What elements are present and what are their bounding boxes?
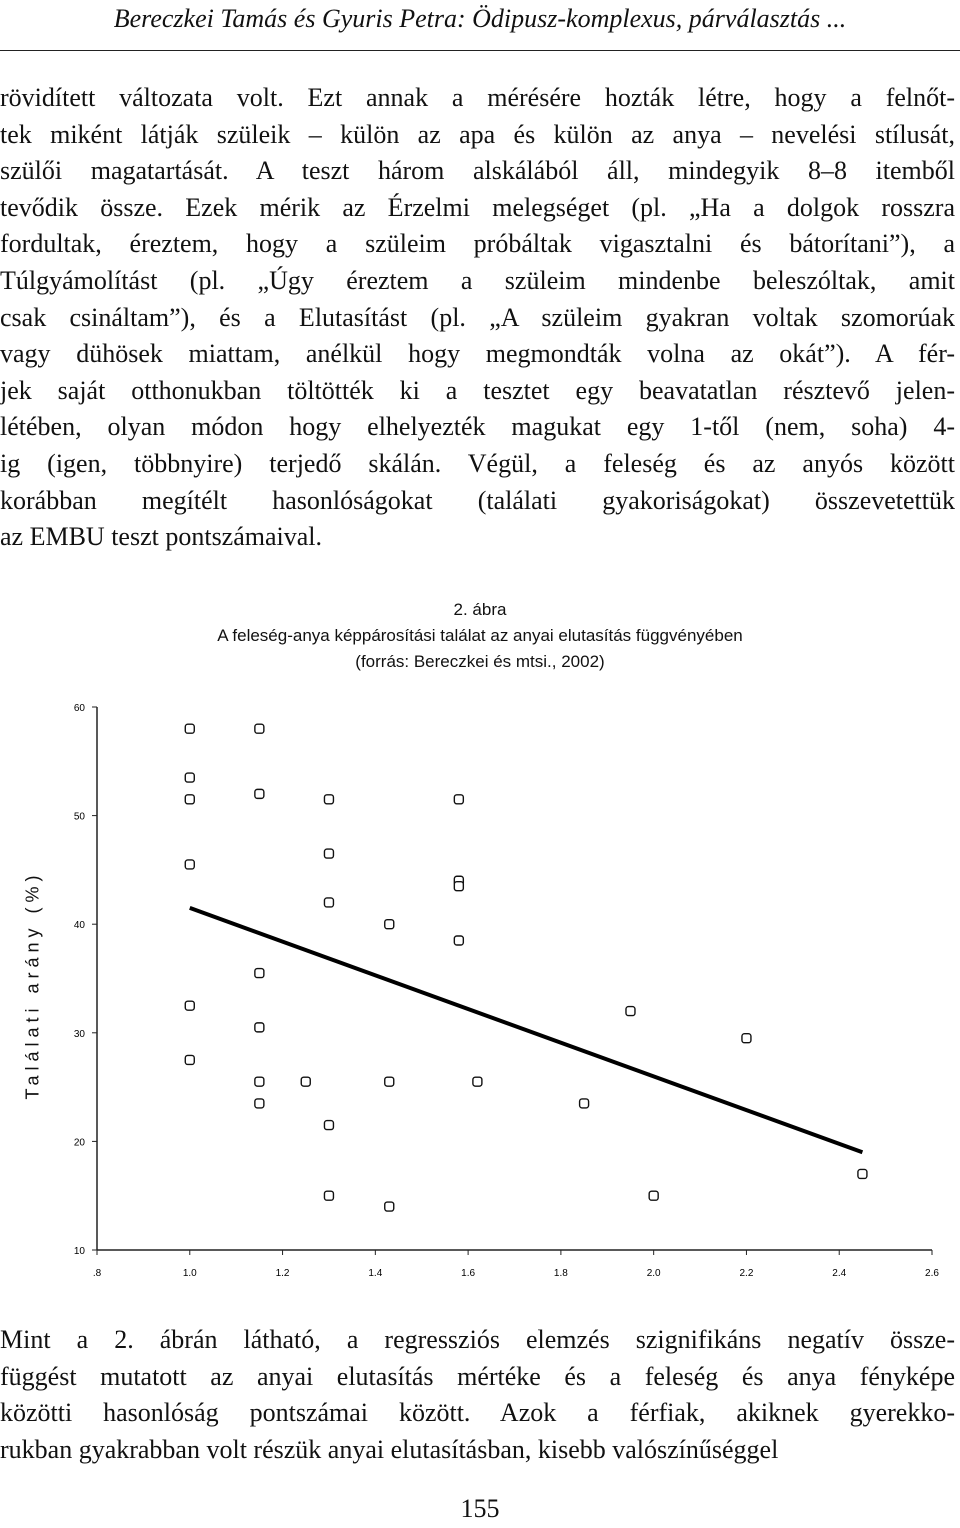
data-point — [255, 1023, 264, 1032]
data-point — [858, 1169, 867, 1178]
text-line: tek miként látják szüleik – külön az apa és külön az anya – nevelési stílusát, — [0, 119, 955, 149]
y-tick-label: 40 — [73, 920, 85, 932]
x-tick-label: 1.8 — [553, 1268, 568, 1279]
y-axis-label: Találati arány (%) — [22, 870, 43, 1100]
page-number: 155 — [460, 1494, 500, 1523]
data-point — [385, 920, 394, 929]
running-header: Bereczkei Tamás és Gyuris Petra: Ödipusz-komplexus, párválasztás ... — [113, 4, 847, 33]
chart-svg — [0, 690, 960, 1290]
data-point — [580, 1099, 589, 1108]
text-line: rukban gyakrabban volt részük anyai elutasításban, kisebb valószínűséggel — [0, 1434, 779, 1464]
data-point — [454, 882, 463, 891]
text-line: közötti hasonlóság pontszámai között. Azok a férfiak, akiknek gyerekko- — [0, 1398, 955, 1428]
regression-line — [190, 908, 863, 1152]
data-point — [185, 860, 194, 869]
text-line: korábban megítélt hasonlóságokat (találati gyakoriságokat) összevetettük — [0, 485, 955, 515]
data-point — [324, 849, 333, 858]
data-point — [255, 1099, 264, 1108]
x-tick-label: 1.2 — [275, 1268, 290, 1279]
text-line: tevődik össze. Ezek mérik az Érzelmi melegséget (pl. „Ha a dolgok rosszra — [0, 192, 955, 222]
x-tick-label: 2.0 — [646, 1268, 661, 1279]
y-tick-label: 50 — [73, 811, 85, 823]
data-point — [649, 1191, 658, 1200]
text-line: Mint a 2. ábrán látható, a regressziós elemzés szignifikáns negatív össze- — [0, 1325, 955, 1354]
data-point — [301, 1077, 310, 1086]
figure-number: 2. ábra — [453, 600, 507, 619]
x-tick-label: 2.4 — [832, 1268, 847, 1279]
text-line: ig (igen, többnyire) terjedő skálán. Végül, a feleség és az anyós között — [0, 448, 955, 478]
data-point — [255, 969, 264, 978]
text-line: csak csináltam”), és a Elutasítást (pl. „A szüleim gyakran voltak szomorúak — [0, 302, 955, 332]
data-point — [385, 1077, 394, 1086]
data-point — [385, 1202, 394, 1211]
data-point — [454, 795, 463, 804]
text-line: Túlgyámolítást (pl. „Úgy éreztem a szüleim mindenbe beleszóltak, amit — [0, 265, 955, 295]
body-paragraph-2 — [0, 1322, 955, 1468]
data-point — [255, 789, 264, 798]
data-point — [324, 1121, 333, 1130]
x-tick-label: 2.2 — [739, 1268, 754, 1279]
data-point — [742, 1034, 751, 1043]
header-rule — [0, 50, 960, 51]
x-tick-label: 2.6 — [925, 1268, 939, 1279]
data-point — [255, 1077, 264, 1086]
x-tick-label: .8 — [92, 1268, 102, 1279]
data-point — [185, 1001, 194, 1010]
figure-caption: A feleség-anya képpárosítási találat az anyai elutasítás függvényében — [217, 626, 743, 645]
y-tick-label: 60 — [73, 703, 85, 714]
x-tick-label: 1.6 — [461, 1268, 476, 1279]
text-line: fordultak, éreztem, hogy a szüleim próbáltak vigasztalni és bátorítani”), a — [0, 229, 955, 259]
text-line: függést mutatott az anyai elutasítás mértéke és a feleség és anya fényképe — [0, 1361, 955, 1391]
data-point — [324, 795, 333, 804]
text-line: az EMBU teszt pontszámaival. — [0, 522, 323, 552]
y-tick-label: 30 — [73, 1028, 85, 1040]
x-tick-label: 1.4 — [368, 1268, 383, 1279]
data-point — [255, 724, 264, 733]
body-paragraph-1 — [0, 80, 955, 556]
data-point — [324, 1191, 333, 1200]
y-tick-label: 20 — [73, 1137, 85, 1149]
data-point — [324, 898, 333, 907]
data-point — [185, 1055, 194, 1064]
data-point — [473, 1077, 482, 1086]
text-line: jek saját otthonukban töltötték ki a tesztet egy beavatatlan résztevő jelen- — [0, 375, 955, 405]
data-point — [185, 724, 194, 733]
data-point — [454, 936, 463, 945]
figure-source: (forrás: Bereczkei és mtsi., 2002) — [355, 652, 605, 671]
scatter-chart — [0, 690, 960, 1290]
data-point — [626, 1007, 635, 1016]
text-line: vagy dühösek miattam, anélkül hogy megmondták volna az okát”). A fér- — [0, 339, 955, 369]
data-point — [185, 773, 194, 782]
text-line: szülői magatartását. A teszt három alskálából áll, mindegyik 8–8 itemből — [0, 156, 955, 186]
text-line: létében, olyan módon hogy elhelyezték magukat egy 1-től (nem, soha) 4- — [0, 412, 955, 442]
text-line: rövidített változata volt. Ezt annak a mérésére hozták létre, hogy a felnőt- — [0, 83, 955, 112]
y-tick-label: 10 — [73, 1246, 85, 1257]
x-tick-label: 1.0 — [182, 1268, 197, 1279]
data-point — [185, 795, 194, 804]
